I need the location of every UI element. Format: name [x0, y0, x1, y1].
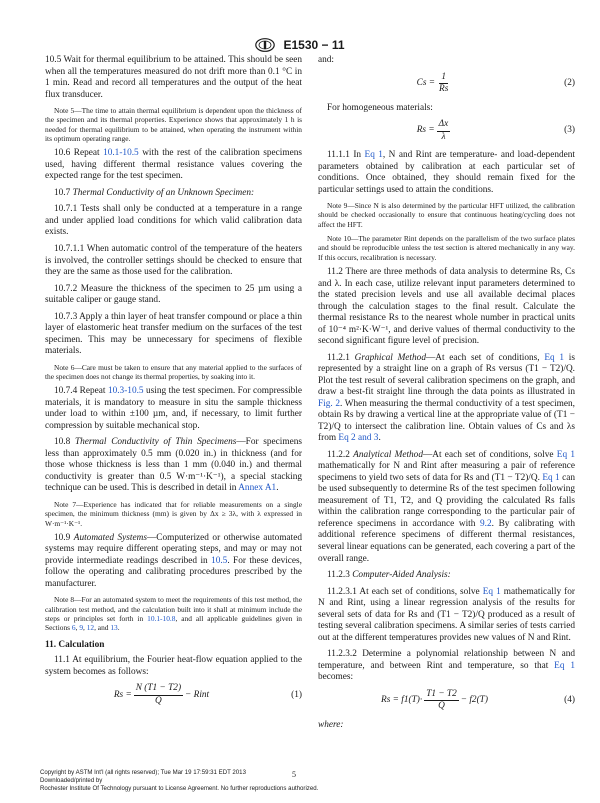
link-annex-a1[interactable]: Annex A1: [238, 483, 277, 494]
equation-number: (3): [564, 125, 575, 136]
paragraph-10-5: 10.5 Wait for thermal equilibrium to be attained. This should be seen when all the temperatures measured do not drift more than 0.1 °C in 1 min. Read and record all temperatures and the output of the heat flux transducer.: [45, 55, 302, 100]
link-10-1-10-8[interactable]: 10.1-10.8: [147, 614, 176, 624]
paragraph-10-8: 10.8 Thermal Conductivity of Thin Specimens—For specimens less than approximately 0.5 mm (0.020 in.) in thickness (and for those whose thickness is less than 1 mm (0.040 in.) and thermal conductivity is greater than 0.5 W·m⁻¹·K⁻¹), a special stacking technique can be used. This is described in detail in Annex A1.: [45, 437, 303, 494]
note-9: Note 9—Since N is also determined by the particular HFT utilized, the calibration should be checked occasionally to ensure that continuous heating/cycling does not affect the HFT.: [318, 201, 575, 229]
page-number: 5: [292, 770, 296, 779]
heading-10-7: 10.7 Thermal Conductivity of an Unknown Specimen:: [54, 187, 255, 198]
astm-logo-icon: [255, 38, 275, 52]
link-fig-2[interactable]: Fig. 2: [318, 398, 340, 409]
link-eq-1[interactable]: Eq 1: [544, 352, 565, 363]
paragraph-11-2-2: 11.2.2 Analytical Method—At each set of conditions, solve Eq 1 mathematically for N and Rint after measuring a pair of reference specimens to yield two sets of data for Rs and (T1 − T2)/Q. Eq 1 can be used subsequently to determine Rs of the test specimen following measurement of T1, T2, and Q providing the calculated Rs falls within the calibration range corresponding to the particular pair of reference specimens in accordance with 9.2. By calibrating with additional reference specimens of different thermal resistances, several linear equations can be generated, each covering a part of the overall range.: [318, 449, 575, 564]
left-column: [45, 55, 302, 714]
link-eq-1[interactable]: Eq 1: [482, 586, 501, 597]
paragraph-10-7-2: 10.7.2 Measure the thickness of the specimen to 25 µm using a suitable caliper or gauge stand.: [45, 283, 302, 306]
equation-1: Rs = $\frac{N (T1 - T2)}{Q}$ − Rint (1): [113, 683, 302, 706]
equation-number: (1): [291, 689, 302, 700]
paragraph-10-7-3: 10.7.3 Apply a thin layer of heat transfer compound or place a thin layer of elastomeric heat transfer medium on the surfaces of the test specimen. This may be unnecessary for specimens of flexible materials.: [45, 311, 302, 357]
section-heading-calculation: 11. Calculation: [45, 639, 105, 650]
copyright-line: Copyright by ASTM Int'l (all rights reserved); Tue Mar 19 17:59:31 EDT 2013: [40, 769, 246, 776]
note-7: Note 7—Experience has indicated that for reliable measurements on a single specimen, the minimum thickness (mm) is given by Δx ≥ 3λ, with λ expressed in W·m⁻¹·K⁻¹.: [45, 499, 302, 528]
copyright-footer: [40, 769, 318, 794]
note-5: Note 5—The time to attain thermal equilibrium is dependent upon the thickness of the specimen and its thermal properties. Experience shows that approximately 1 h is needed for thermal equilibrium to be attained, when operating the instrument within its optimum operating range.: [45, 106, 302, 144]
license-line: Rochester Institute Of Technology pursuant to License Agreement. No further reproductions authorized.: [40, 785, 319, 793]
page-header: [0, 36, 600, 54]
paragraph-11-2-3-2: 11.2.3.2 Determine a polynomial relationship between N and temperature, and between Rint and temperature, so that Eq 1 becomes:: [318, 649, 575, 683]
link-10-3-10-5[interactable]: 10.3-10.5: [107, 386, 144, 397]
link-9-2[interactable]: 9.2: [480, 518, 492, 529]
equation-number: (4): [564, 694, 575, 705]
link-eq-2-and-3[interactable]: Eq 2 and 3: [338, 433, 379, 444]
paragraph-11-2-3-1: 11.2.3.1 At each set of conditions, solve Eq 1 mathematically for N and Rint, using a linear regression analysis of the results for several sets of data for Rs and (T1 − T2)/Q produced as a result of testing several calibration specimens. A similar series of tests carried out at the different temperatures provides new values of N and Rint.: [318, 586, 575, 643]
text-homogeneous: For homogeneous materials:: [327, 102, 433, 113]
link-section-12[interactable]: 12: [86, 623, 95, 633]
heading-11-2-3: 11.2.3 Computer-Aided Analysis:: [327, 570, 451, 581]
paragraph-11-2: 11.2 There are three methods of data analysis to determine Rs, Cs and λ. In each case, utilize relevant input parameters determined to the stated precision levels and use all available decimal places through the calculation stages to the final result. Calculate the thermal resistance Rs to the nearest whole number in practical units of 10⁻⁴ m²·K·W⁻¹, and derive values of thermal conductivity to the second significant figure level of precision.: [318, 267, 575, 347]
link-10-1-10-5[interactable]: 10.1-10.5: [103, 148, 139, 159]
note-10: Note 10—The parameter Rint depends on the parallelism of the two surface plates and should be reproducible unless the test section is altered mechanically in any way. If this occurs, recalibration is necessary.: [318, 234, 575, 262]
equation-2: Cs = $\frac{1}{Rs}$ (2): [416, 71, 575, 95]
standard-designation: E1530 − 11: [283, 38, 345, 53]
paragraph-11-1-1: 11.1.1 In Eq 1, N and Rint are temperature- and load-dependent parameters obtained by calibration at each particular set of conditions. Once obtained, they should remain fixed for the particular settings used to attain the conditions.: [318, 150, 575, 195]
link-eq-1[interactable]: Eq 1: [364, 150, 383, 161]
link-eq-1[interactable]: Eq 1: [542, 472, 560, 483]
equation-3: Rs = $\frac{\Delta x}{\lambda}$ (3): [416, 119, 575, 142]
paragraph-10-7-1-1: 10.7.1.1 When automatic control of the temperature of the heaters is involved, the controller settings should be checked to ensure that they are the same as those used for the calibration.: [45, 243, 302, 278]
right-column: [318, 55, 575, 736]
download-line: Downloaded/printed by: [40, 777, 103, 785]
paragraph-10-9: 10.9 Automated Systems—Computerized or otherwise automated systems may require different operating steps, and may or may not provide intermediate readings described in 10.5. For these devices, follow the operating and calibrating procedures prescribed by the manufacturer.: [45, 532, 303, 589]
link-section-13[interactable]: 13: [110, 623, 118, 633]
link-10-5[interactable]: 10.5: [211, 555, 228, 566]
paragraph-10-7-4: 10.7.4 Repeat 10.3-10.5 using the test specimen. For compressible materials, it is mandatory to measure in situ the sample thickness under load to within ±100 µm, and, if necessary, to limit further compression by suitable mechanical stop.: [45, 386, 303, 431]
equation-4: Rs = f1(T)· $\frac{T1 - T2}{Q}$ − f2(T) (4): [381, 688, 575, 712]
link-section-6[interactable]: 6: [71, 623, 76, 633]
text-where: where:: [318, 719, 344, 730]
note-8: Note 8—For an automated system to meet the requirements of this test method, the calibration test method, and the calculation built into it shall at minimum include the steps or principles set forth in 10.1-10.8, and all applicable guidelines given in Sections 6, 9, 12, and 13.: [45, 595, 302, 633]
link-section-9[interactable]: 9: [79, 623, 84, 633]
equation-number: (2): [564, 77, 575, 88]
paragraph-10-6: 10.6 Repeat 10.1-10.5 with the rest of the calibration specimens used, having different thermal resistance values covering the expected range for the test specimen.: [45, 148, 302, 182]
link-eq-1[interactable]: Eq 1: [556, 449, 575, 460]
paragraph-11-2-1: 11.2.1 Graphical Method—At each set of conditions, Eq 1 is represented by a straight line on a graph of Rs versus (T1 − T2)/Q. Plot the test result of several calibration specimens on the graph, and draw a best-fit straight line through the data points as illustrated in Fig. 2. When measuring the thermal conductivity of a test specimen, obtain Rs by drawing a vertical line at the appropriate value of (T1 − T2)/Q to intersect the calibration line. Obtain values of Cs and λs from Eq 2 and 3.: [318, 352, 575, 444]
link-eq-1[interactable]: Eq 1: [554, 660, 575, 671]
note-6: Note 6—Care must be taken to ensure that any material applied to the surfaces of the specimen does not change its thermal properties, by soaking into it.: [45, 362, 302, 381]
paragraph-10-7-1: 10.7.1 Tests shall only be conducted at a temperature in a range and under applied load conditions for which valid calibration data exists.: [45, 204, 302, 238]
paragraph-11-1: 11.1 At equilibrium, the Fourier heat-flow equation applied to the system becomes as follows:: [45, 655, 302, 677]
text-and: and:: [318, 55, 335, 65]
